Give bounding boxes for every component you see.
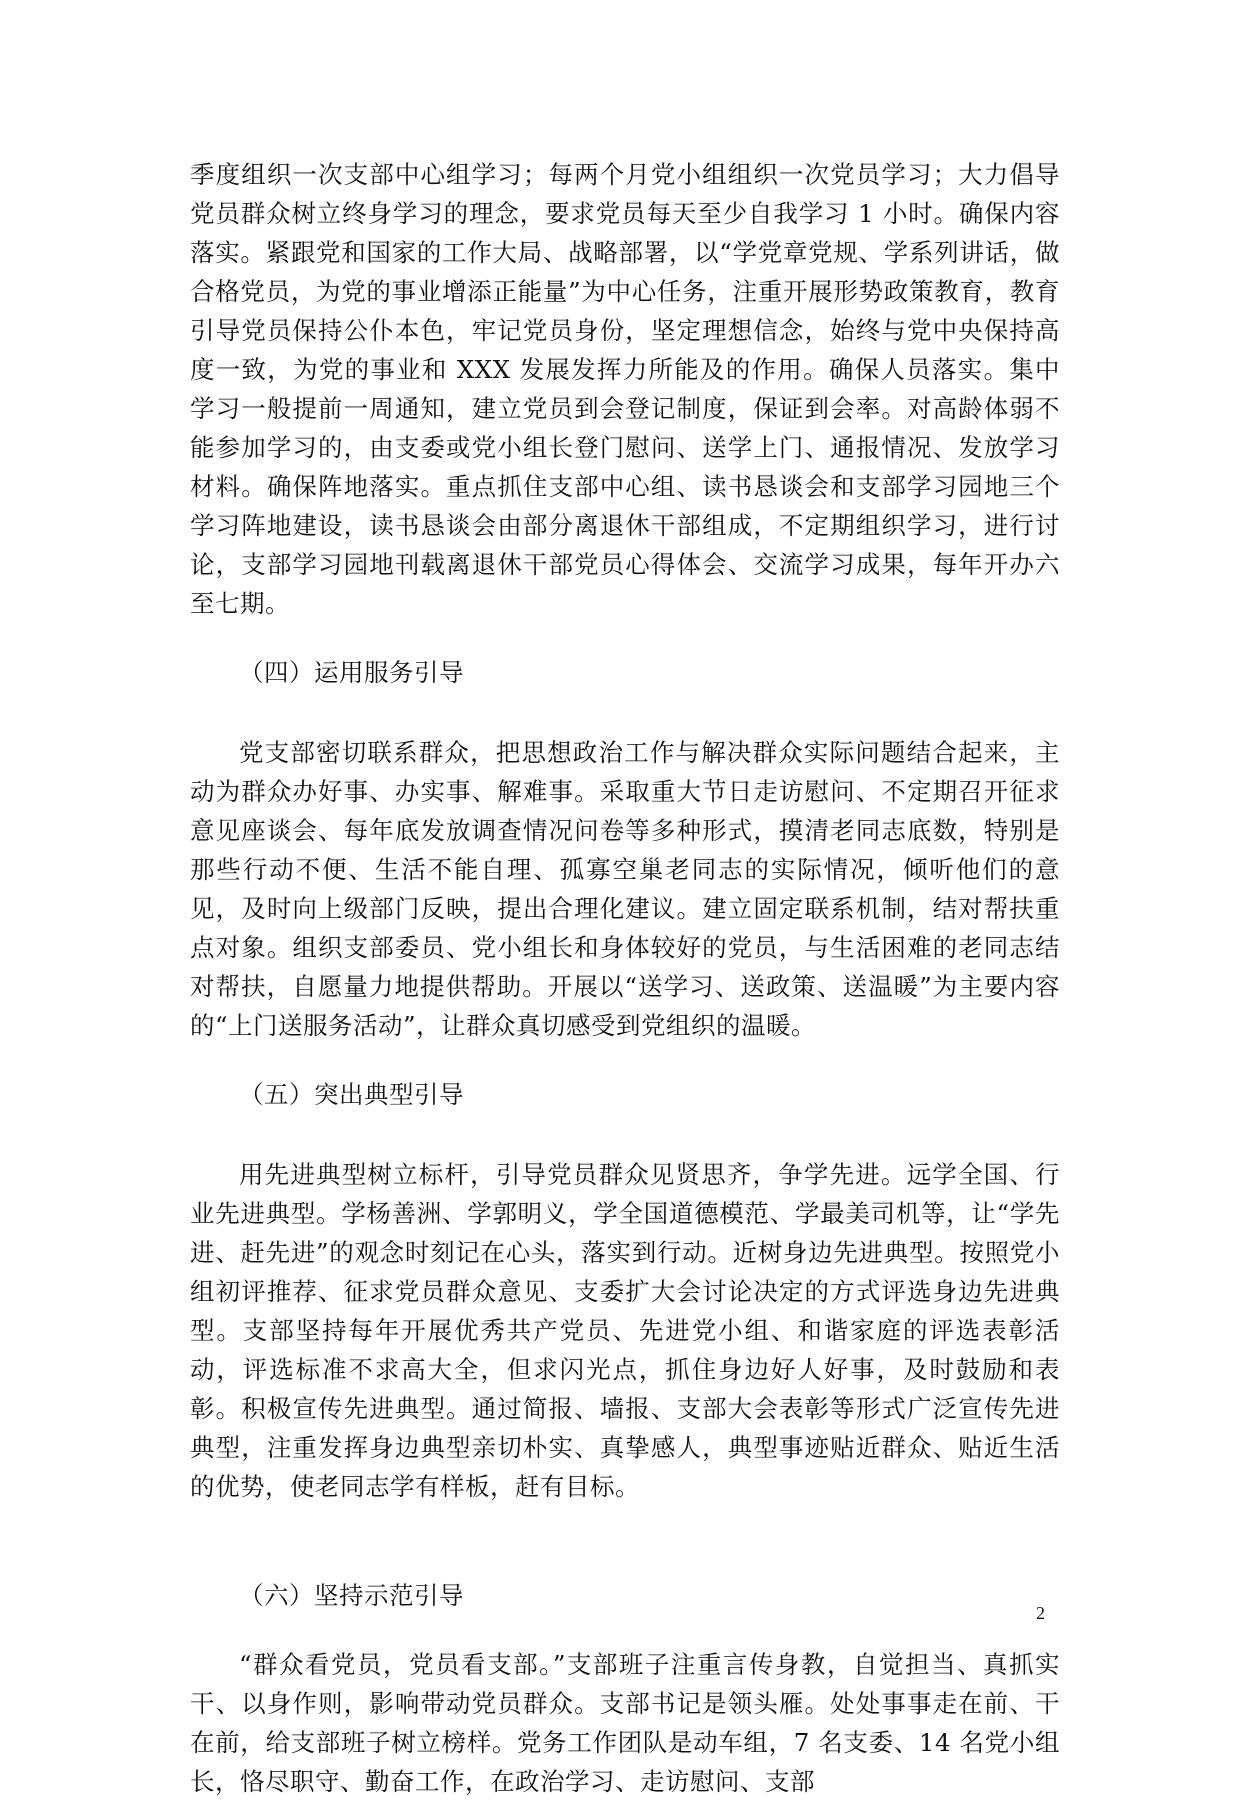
body-paragraph: 党支部密切联系群众，把思想政治工作与解决群众实际问题结合起来，主动为群众办好事、办实事、解难事。采取重大节日走访慰问、不定期召开征求意见座谈会、每年底发放调查情况问卷等多种形式，摸清老同志底数，特别是那些行动不便、生活不能自理、孤寡空巢老同志的实际情况，倾听他们的意见，及时向上级部门反映，提出合理化建议。建立固定联系机制，结对帮扶重点对象。组织支部委员、党小组长和身体较好的党员，与生活困难的老同志结对帮扶，自愿量力地提供帮助。开展以“送学习、送政策、送温暖”为主要内容的“上门送服务活动”，让群众真切感受到党组织的温暖。 [190, 738, 1060, 1040]
body-paragraph: 用先进典型树立标杆，引导党员群众见贤思齐，争学先进。远学全国、行业先进典型。学杨善洲、学郭明义，学全国道德模范、学最美司机等，让“学先进、赶先进”的观念时刻记在心头，落实到行动。近树身边先进典型。按照党小组初评推荐、征求党员群众意见、支委扩大会讨论决定的方式评选身边先进典型。支部坚持每年开展优秀共产党员、先进党小组、和谐家庭的评选表彰活动，评选标准不求高大全，但求闪光点，抓住身边好人好事，及时鼓励和表彰。积极宣传先进典型。通过简报、墙报、支部大会表彰等形式广泛宣传先进典型，注重发挥身边典型亲切朴实、真挚感人，典型事迹贴近群众、贴近生活的优势，使老同志学有样板，赶有目标。 [190, 1160, 1060, 1501]
document-body [190, 155, 1060, 1801]
page-number: 2 [1036, 1603, 1045, 1623]
section-heading: （四）运用服务引导 [239, 658, 464, 687]
paragraph-spacer [190, 1506, 1060, 1576]
section-heading: （五）突出典型引导 [239, 1080, 464, 1109]
paragraph-spacer [190, 1114, 1060, 1155]
section-heading: （六）坚持示范引导 [239, 1581, 464, 1610]
body-paragraph: 季度组织一次支部中心组学习；每两个月党小组组织一次党员学习；大力倡导党员群众树立终身学习的理念，要求党员每天至少自我学习 1 小时。确保内容落实。紧跟党和国家的工作大局、战略部署，以“学党章党规、学系列讲话，做合格党员，为党的事业增添正能量”为中心任务，注重开展形势政策教育，教育引导党员保持公仆本色，牢记党员身份，坚定理想信念，始终与党中央保持高度一致，为党的事业和 XXX 发展发挥力所能及的作用。确保人员落实。集中学习一般提前一周通知，建立党员到会登记制度，保证到会率。对高龄体弱不能参加学习的，由支委或党小组长登门慰问、送学上门、通报情况、发放学习材料。确保阵地落实。重点抓住支部中心组、读书恳谈会和支部学习园地三个学习阵地建设，读书恳谈会由部分离退休干部组成，不定期组织学习，进行讨论，支部学习园地刊载离退休干部党员心得体会、交流学习成果，每年开办六至七期。 [190, 160, 1060, 618]
body-paragraph: “群众看党员，党员看支部。”支部班子注重言传身教，自觉担当、真抓实干、以身作则，影响带动党员群众。支部书记是领头雁。处处事事走在前、干在前，给支部班子树立榜样。党务工作团队是动车组，7 名支委、14 名党小组长，恪尽职守、勤奋工作，在政治学习、走访慰问、支部 [190, 1650, 1060, 1796]
paragraph-spacer [190, 623, 1060, 653]
paragraph-spacer [190, 692, 1060, 733]
paragraph-spacer [190, 1615, 1060, 1645]
paragraph-spacer [190, 1045, 1060, 1075]
